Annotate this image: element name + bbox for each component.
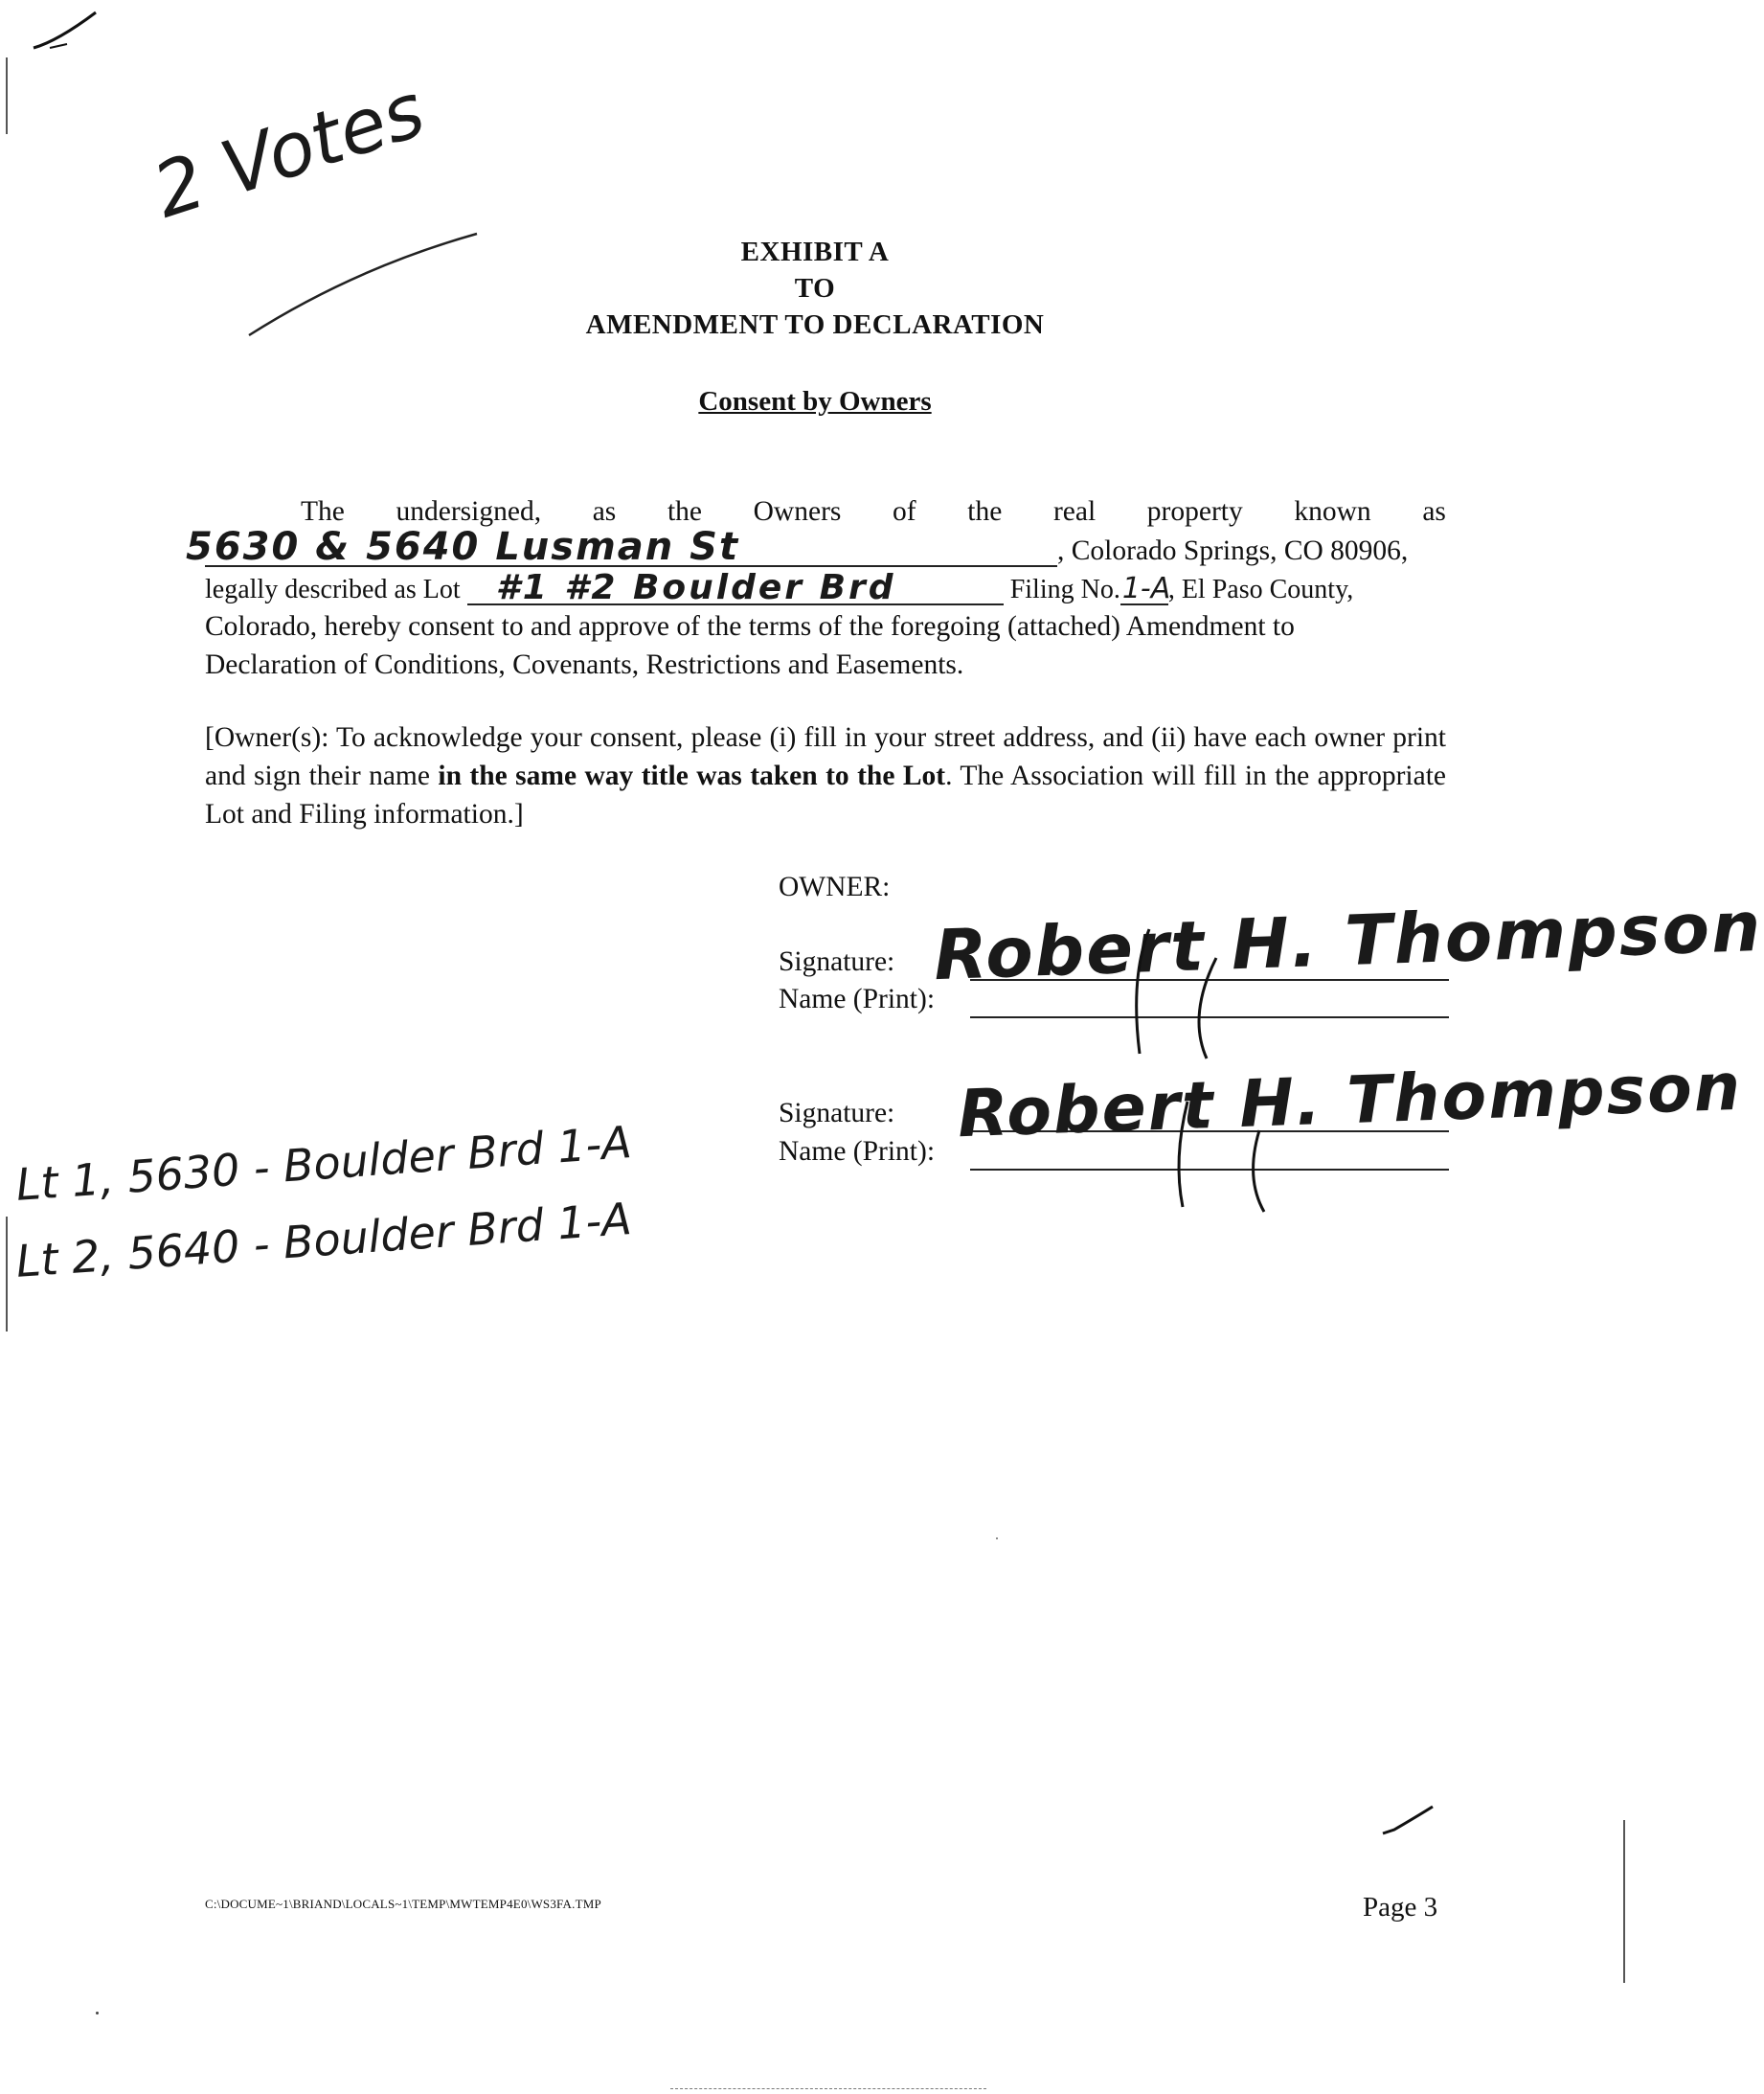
votes-note-text: 2 Votes xyxy=(144,67,435,236)
word: the xyxy=(667,496,702,527)
instruction-text-2: . The Association will fill in the appropriate Lot and Filing information.] xyxy=(205,761,1446,830)
filing-label: Filing No. xyxy=(1009,575,1120,604)
owner-label: OWNER: xyxy=(779,872,891,902)
signature-label-2: Signature: xyxy=(779,1098,895,1128)
exhibit-to: TO xyxy=(794,273,836,304)
amendment-title: AMENDMENT TO DECLARATION xyxy=(585,309,1045,340)
address-suffix: , Colorado Springs, CO 80906, xyxy=(1057,535,1409,566)
scan-edge-mark xyxy=(6,57,8,134)
word: of xyxy=(893,496,916,527)
signature-2: Robert H. Thompson xyxy=(956,1049,1744,1153)
word: the xyxy=(967,496,1003,527)
lot-field[interactable] xyxy=(467,568,1004,607)
name-label-2: Name (Print): xyxy=(779,1136,936,1167)
instruction-bold: in the same way title was taken to the Lot xyxy=(438,761,946,791)
footer-file-path: C:\DOCUME~1\BRIAND\LOCALS~1\TEMP\MWTEMP4E0\WS3FA.TMP xyxy=(205,1897,601,1911)
signature-1: Robert H. Thompson xyxy=(932,885,1764,996)
word: Owners xyxy=(753,496,842,527)
county-suffix: , El Paso County, xyxy=(1167,575,1354,604)
handwritten-filing: 1-A xyxy=(1121,572,1171,605)
instruction-paragraph xyxy=(205,718,1446,833)
scan-edge-mark xyxy=(670,2088,986,2091)
votes-note xyxy=(144,67,435,235)
handwritten-lot: #1 #2 Boulder Brd xyxy=(495,568,896,607)
scan-speck xyxy=(96,2012,99,2014)
address-field[interactable] xyxy=(186,525,1057,569)
word: property xyxy=(1146,496,1243,527)
name-label-1: Name (Print): xyxy=(779,984,936,1014)
legal-description-row xyxy=(205,568,1446,607)
handwritten-address: 5630 & 5640 Lusman St xyxy=(186,525,740,569)
signature-2-flourish xyxy=(1168,1092,1283,1217)
word: known xyxy=(1294,496,1371,527)
word: as xyxy=(1422,496,1446,527)
scan-speck xyxy=(996,1537,998,1539)
pen-tick-mark xyxy=(29,8,105,56)
consent-line-5: Declaration of Conditions, Covenants, Restrictions and Easements. xyxy=(205,649,964,680)
lot-note-2: Lt 2, 5640 - Boulder Brd 1-A xyxy=(14,1193,634,1287)
filing-field[interactable] xyxy=(1120,572,1171,605)
signature-1-flourish xyxy=(1120,920,1235,1063)
legal-prefix: legally described as Lot xyxy=(205,575,461,604)
consent-line-4: Colorado, hereby consent to and approve of the terms of the foregoing (attached) Amendment to xyxy=(205,611,1295,642)
consent-subheading: Consent by Owners xyxy=(698,386,932,417)
word: The xyxy=(301,496,345,527)
instruction-text-1: [Owner(s): To acknowledge your consent, please (i) fill in your street address, and (ii) have each owner print and sign their name xyxy=(205,722,1446,791)
lot-note-1: Lt 1, 5630 - Boulder Brd 1-A xyxy=(14,1116,634,1211)
word: real xyxy=(1052,496,1097,527)
scan-edge-mark xyxy=(1623,1820,1625,1983)
check-mark xyxy=(1379,1801,1436,1839)
word: as xyxy=(592,496,617,527)
exhibit-title: EXHIBIT A xyxy=(740,237,890,267)
word: undersigned, xyxy=(396,496,542,527)
signature-label-1: Signature: xyxy=(779,946,895,977)
scan-edge-mark xyxy=(6,1217,8,1332)
consent-line-1 xyxy=(205,496,1446,528)
address-row xyxy=(186,525,1446,569)
page-number: Page 3 xyxy=(1363,1892,1438,1923)
